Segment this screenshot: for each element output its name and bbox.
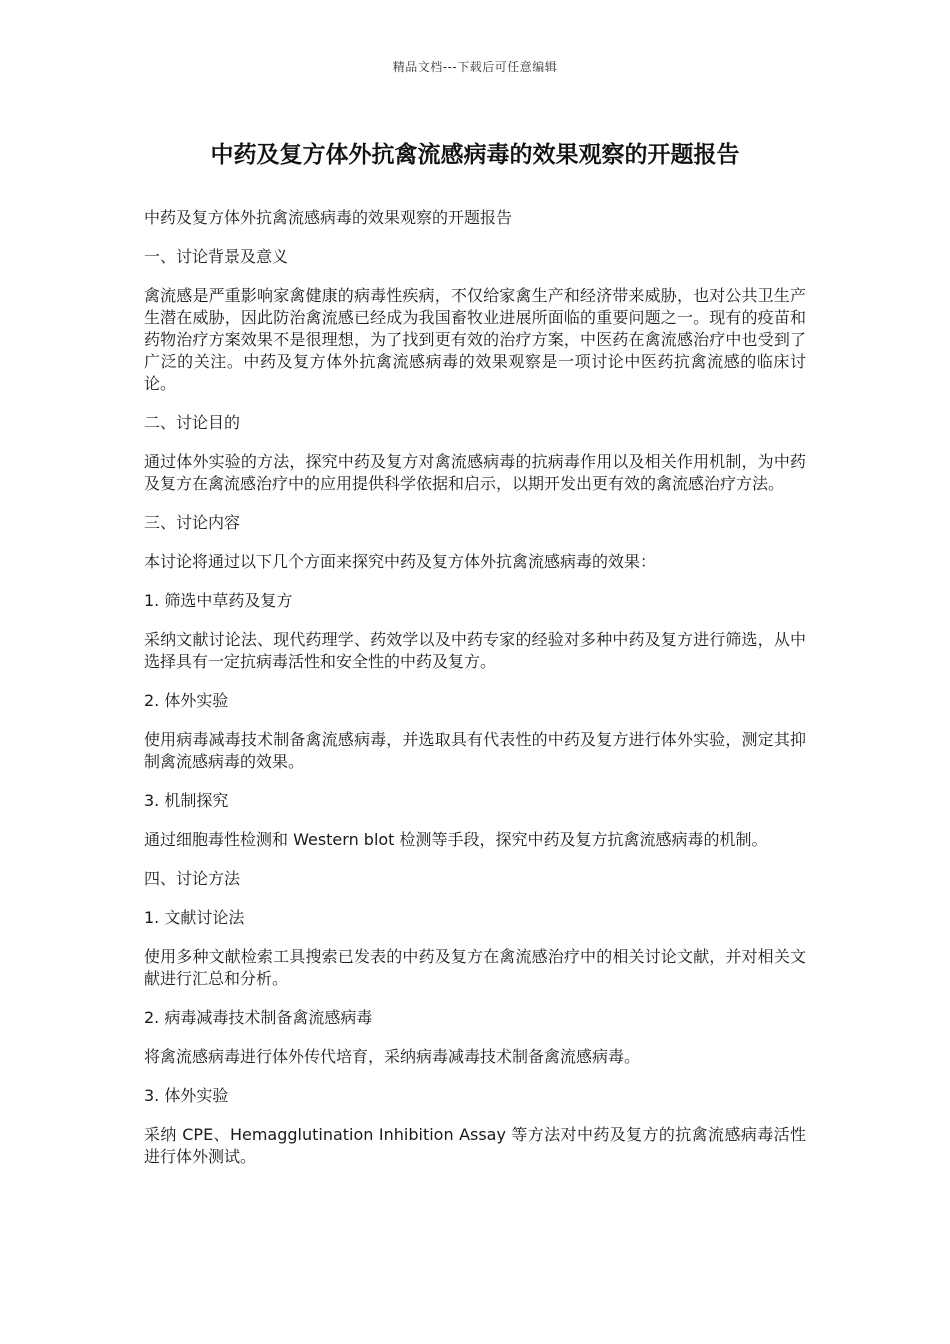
content-item-1-heading: 1. 筛选中草药及复方 <box>144 591 293 610</box>
method-item-3-heading: 3. 体外实验 <box>144 1086 229 1105</box>
method-item-2-heading: 2. 病毒减毒技术制备禽流感病毒 <box>144 1008 373 1027</box>
header-note: 精品文档---下载后可任意编辑 <box>392 60 558 74</box>
content-item-3-heading: 3. 机制探究 <box>144 791 229 810</box>
method-item-1-paragraph: 使用多种文献检索工具搜索已发表的中药及复方在禽流感治疗中的相关讨论文献，并对相关文献进行汇总和分析。 <box>144 947 806 988</box>
section-heading-purpose: 二、讨论目的 <box>144 413 241 432</box>
method-item-3-paragraph: 采纳 CPE、Hemagglutination Inhibition Assay 等方法对中药及复方的抗禽流感病毒活性进行体外测试。 <box>144 1125 806 1166</box>
document-title: 中药及复方体外抗禽流感病毒的效果观察的开题报告 <box>210 142 740 168</box>
content-item-3-paragraph: 通过细胞毒性检测和 Western blot 检测等手段，探究中药及复方抗禽流感病毒的机制。 <box>144 830 768 849</box>
section-heading-background: 一、讨论背景及意义 <box>144 247 289 266</box>
content-item-1-paragraph: 采纳文献讨论法、现代药理学、药效学以及中药专家的经验对多种中药及复方进行筛选，从中选择具有一定抗病毒活性和安全性的中药及复方。 <box>144 630 806 671</box>
method-item-1-heading: 1. 文献讨论法 <box>144 908 245 927</box>
content-intro-paragraph: 本讨论将通过以下几个方面来探究中药及复方体外抗禽流感病毒的效果： <box>144 552 657 571</box>
section-heading-content: 三、讨论内容 <box>144 513 241 532</box>
method-item-2-paragraph: 将禽流感病毒进行体外传代培育，采纳病毒减毒技术制备禽流感病毒。 <box>144 1047 641 1066</box>
document-body <box>144 207 806 1185</box>
section-heading-methods: 四、讨论方法 <box>144 869 241 888</box>
background-paragraph: 禽流感是严重影响家禽健康的病毒性疾病，不仅给家禽生产和经济带来威胁，也对公共卫生产生潜在威胁，因此防治禽流感已经成为我国畜牧业进展所面临的重要问题之一。现有的疫苗和药物治疗方案效果不是很理想，为了找到更有效的治疗方案，中医药在禽流感治疗中也受到了广泛的关注。中药及复方体外抗禽流感病毒的效果观察是一项讨论中医药抗禽流感的临床讨论。 <box>144 286 806 393</box>
content-item-2-heading: 2. 体外实验 <box>144 691 229 710</box>
purpose-paragraph: 通过体外实验的方法，探究中药及复方对禽流感病毒的抗病毒作用以及相关作用机制，为中药及复方在禽流感治疗中的应用提供科学依据和启示，以期开发出更有效的禽流感治疗方法。 <box>144 452 806 493</box>
subtitle-paragraph: 中药及复方体外抗禽流感病毒的效果观察的开题报告 <box>144 208 513 227</box>
content-item-2-paragraph: 使用病毒减毒技术制备禽流感病毒，并选取具有代表性的中药及复方进行体外实验，测定其抑制禽流感病毒的效果。 <box>144 730 806 771</box>
